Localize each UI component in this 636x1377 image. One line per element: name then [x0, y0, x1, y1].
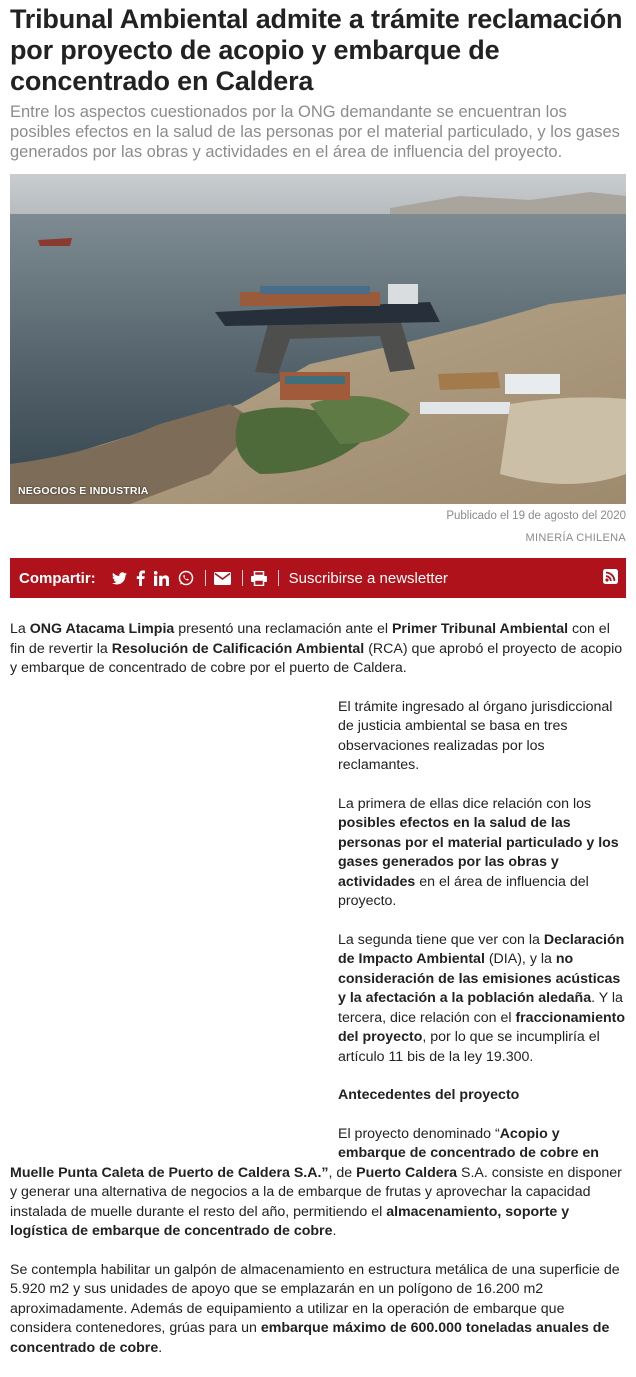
article-photo: [10, 174, 626, 504]
paragraph: La ONG Atacama Limpia presentó una reclamación ante el Primer Tribunal Ambiental con el fin de revertir la Resolución de Calificación Ambiental (RCA) que aprobó el proyecto de acopio y embarque de concentrado de cobre por el puerto de Caldera.: [10, 621, 623, 676]
section-subheading: Antecedentes del proyecto: [338, 1087, 520, 1103]
newsletter-link[interactable]: Suscribirse a newsletter: [288, 569, 448, 587]
facebook-icon[interactable]: [136, 569, 145, 587]
whatsapp-icon[interactable]: [178, 569, 194, 587]
share-bar: [10, 558, 626, 598]
paragraph: El proyecto denominado “Acopio y embarque de concentrado de cobre en Muelle Punta Caleta de Puerto de Caldera S.A.”, de Puerto Caldera S.A. consiste en disponer y generar una alternativa de negocios a la de embarque de frutas y aprovechar la capacidad instalada de muelle durante el resto del año, permitiendo el almacenamiento, soporte y logística de embarque de concentrado de cobre.: [10, 1125, 622, 1239]
ad-space: [10, 698, 338, 1156]
image-category-tag[interactable]: NEGOCIOS E INDUSTRIA: [18, 485, 149, 497]
article-source: MINERÍA CHILENA: [525, 532, 626, 544]
article-title: Tribunal Ambiental admite a trámite reclamación por proyecto de acopio y embarque de concentrado en Caldera: [10, 4, 623, 96]
paragraph: Se contempla habilitar un galpón de almacenamiento en estructura metálica de una superficie de 5.920 m2 y sus unidades de apoyo que se emplazarán en un polígono de 16.200 m2 aproximadamente. Además de equipamiento a utilizar en la operación de embarque que considera contenedores, grúas para un embarque máximo de 600.000 toneladas anuales de concentrado de cobre.: [10, 1261, 620, 1356]
paragraph: La segunda tiene que ver con la Declaración de Impacto Ambiental (DIA), y la no consideración de las emisiones acústicas y la afectación a la población aledaña. Y la tercera, dice relación con el fraccionamiento del proyecto, por lo que se incumpliría el artículo 11 bis de la ley 19.300.: [338, 931, 626, 1065]
paragraph: El trámite ingresado al órgano jurisdiccional de justicia ambiental se basa en tres observaciones realizadas por los reclamantes.: [338, 698, 613, 773]
rss-icon[interactable]: [603, 569, 618, 589]
twitter-icon[interactable]: [112, 569, 127, 587]
article-body: [10, 620, 626, 1377]
share-divider: [278, 570, 279, 586]
port-aerial-image: [10, 174, 626, 504]
article-lead: Entre los aspectos cuestionados por la ONG demandante se encuentran los posibles efectos en la salud de las personas por el material particulado, y los gases generados por las obras y actividades en el área de influencia del proyecto.: [10, 103, 620, 161]
share-divider: [205, 570, 206, 586]
linkedin-icon[interactable]: [154, 569, 169, 587]
publish-date: Publicado el 19 de agosto del 2020: [446, 510, 626, 522]
share-divider: [242, 570, 243, 586]
print-icon[interactable]: [251, 569, 267, 587]
email-icon[interactable]: [214, 569, 231, 587]
share-label: Compartir:: [19, 569, 96, 587]
paragraph: La primera de ellas dice relación con los posibles efectos en la salud de las personas por el material particulado y los gases generados por las obras y actividades en el área de influencia del proyecto.: [338, 795, 619, 909]
